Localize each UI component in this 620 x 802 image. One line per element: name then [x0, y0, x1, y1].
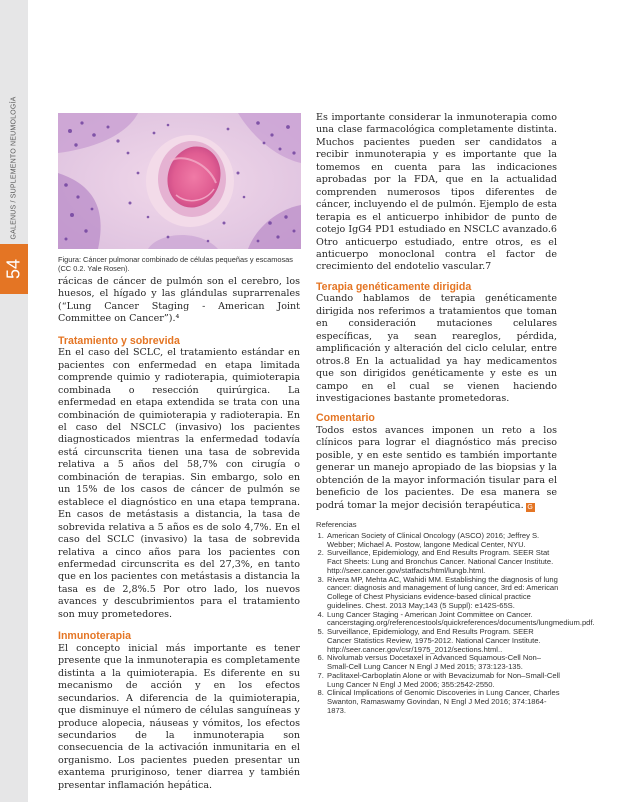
treatment-paragraph: En el caso del SCLC, el tratamiento estándar en pacientes con enfermedad en etapa limitada comprende quimio y radioterapia, quimioterapia combinada o resección quirúrgica. La enfermedad en etapa extendida se trata con una combinación de quimioterapia y radioterapia. En el caso del NSCLC (invasivo) los pacientes diagnosticados mientras la enfermedad todavía está circunscrita tienen una tasa de sobrevida relativa a 5 años del 58,7% con cirugía o combinación de terapias. Sin embargo, solo en un 15% de los casos de cáncer de pulmón se establece el diagnóstico en una etapa temprana. En casos de metástasis a distancia, la tasa de sobrevida relativa a 5 años es de solo 4,7%. En el caso del SCLC (invasivo) la tasa de sobrevida relativa a cinco años para los pacientes con enfermedad circunscrita es del 27,3%, en tanto que en los pacientes con metástasis a distancia la tasa es de 2,8%.5 Por otro lado, los nuevos avances y descubrimientos para el tratamiento son muy prometedores.	[58, 347, 300, 620]
histology-figure	[58, 113, 301, 249]
figure-caption: Figura: Cáncer pulmonar combinado de células pequeñas y escamosas (CC 0.2. Yale Rosen).	[58, 255, 293, 273]
reference-item: 2. Surveillance, Epidemiology, and End Results Program. SEER Stat Fact Sheets: Lung and Bronchus Cancer. National Cancer Institute. http://seer.cancer.gov/statfacts/html/lungb.html.	[326, 549, 560, 575]
section-heading-treatment: Tratamiento y sobrevida	[58, 334, 180, 347]
page-number-tab	[0, 244, 28, 294]
reference-item: 6. Nivolumab versus Docetaxel in Advanced Squamous-Cell Non–Small-Cell Lung Cancer N Engl J Med 2015; 373:123-135.	[326, 654, 560, 672]
reference-item: 7. Paclitaxel-Carboplatin Alone or with Bevacizumab for Non–Small-Cell Lung Cancer N Engl J Med 2006; 355:2542-2550.	[326, 672, 560, 690]
section-heading-immunotherapy: Inmunoterapia	[58, 630, 131, 643]
right-column	[316, 112, 557, 512]
comment-paragraph	[316, 425, 557, 512]
publication-label: GALENUS / SUPLEMENTO NEUMOLOGÍA	[10, 96, 18, 240]
reference-item: 1. American Society of Clinical Oncology (ASCO) 2016; Jeffrey S. Webber; Michael A. Postow, langone Medical Center, NYU.	[326, 532, 560, 550]
right-intro-paragraph: Es importante considerar la inmunoterapia como una clase farmacológica completamente distinta. Muchos pacientes pueden ser candidatos a recibir inmunoterapia y es importante que la tomemos en cuenta para las indicaciones aprobadas por la FDA, que en la actualidad comprenden numerosos tipos diferentes de cáncer, incluyendo el de pulmón. Ejemplo de esta terapia es el anticuerpo inhibidor de punto de cotejo IgG4 PD1 estudiado en NSCLC avanzado.6 Otro anticuerpo estudiado, entre otros, es el anticuerpo monoclonal contra el factor de crecimiento del endotelio vascular.7	[316, 112, 557, 273]
references-title: Referencias	[316, 520, 357, 529]
section-heading-targeted-therapy: Terapia genéticamente dirigida	[316, 280, 472, 293]
reference-item: 5. Surveillance, Epidemiology, and End Results Program. SEER Cancer Statistics Review, 1975-2012. National Cancer Institute. http://seer.cancer.gov/csr/1975_2012/sections.html..	[326, 628, 560, 654]
references	[316, 520, 595, 716]
histology-image	[58, 113, 301, 249]
immunotherapy-paragraph: El concepto inicial más importante es tener presente que la inmunoterapia es completamente distinta a la quimioterapia. Es diferente en su mecanismo de acción y en los efectos secundarios. A diferencia de la quimioterapia, que disminuye el número de células sanguíneas y produce alopecia, náuseas y vómitos, los efectos secundarios de la inmunoterapia son consecuencia de la activación inmunitaria en el organismo. Los pacientes pueden presentar un exantema pruriginoso, tener diarrea y también presentar inflamación hepática.	[58, 642, 300, 791]
references-list	[316, 530, 595, 716]
reference-item: 3. Rivera MP, Mehta AC, Wahidi MM. Establishing the diagnosis of lung cancer: diagnosis and management of lung cancer, 3rd ed: American College of Chest Physicians evidence-based clinical practice guidelines. Chest. 2013 May;143 (5 Suppl): e142S-65S.	[326, 576, 560, 611]
page-number: 54	[3, 258, 24, 280]
targeted-therapy-paragraph: Cuando hablamos de terapia genéticamente dirigida nos referimos a tratamientos que toman en consideración mutaciones celulares específicas, ya sean reareglos, pérdida, amplificación y alteración del ciclo celular, entre otros.8 En la actualidad ya hay medicamentos que son dirigidos genéticamente y este es un campo en el cual se vienen haciendo investigaciones bastante prometedoras.	[316, 293, 557, 405]
comment-text: Todos estos avances imponen un reto a los clínicos para lograr el diagnóstico más preciso posible, y en este sentido es también importante generar un manejo apropiado de las biopsias y la obtención de la mayor información tisular para el beneficio de los pacientes. De esa manera se podrá tomar la mejor decisión terapéutica.	[316, 424, 557, 511]
left-intro-paragraph: rácicas de cáncer de pulmón son el cerebro, los huesos, el hígado y las glándulas suprarrenales (“Lung Cancer Staging - American Joint Committee on Cancer”).⁴	[58, 276, 300, 325]
reference-item: 4. Lung Cancer Staging - American Joint Committee on Cancer. cancerstaging.org/referencestools/quickreferences/documents/lungmedium.pdf.	[326, 611, 560, 629]
reference-item: 8. Clinical Implications of Genomic Discoveries in Lung Cancer, Charles Swanton, Ramaswamy Govindan, N Engl J Med 2016; 374:1864-1873.	[326, 689, 560, 715]
end-of-article-icon: G	[527, 503, 533, 511]
section-heading-comment: Comentario	[316, 412, 375, 425]
left-column	[58, 276, 300, 792]
side-strip	[0, 0, 28, 802]
